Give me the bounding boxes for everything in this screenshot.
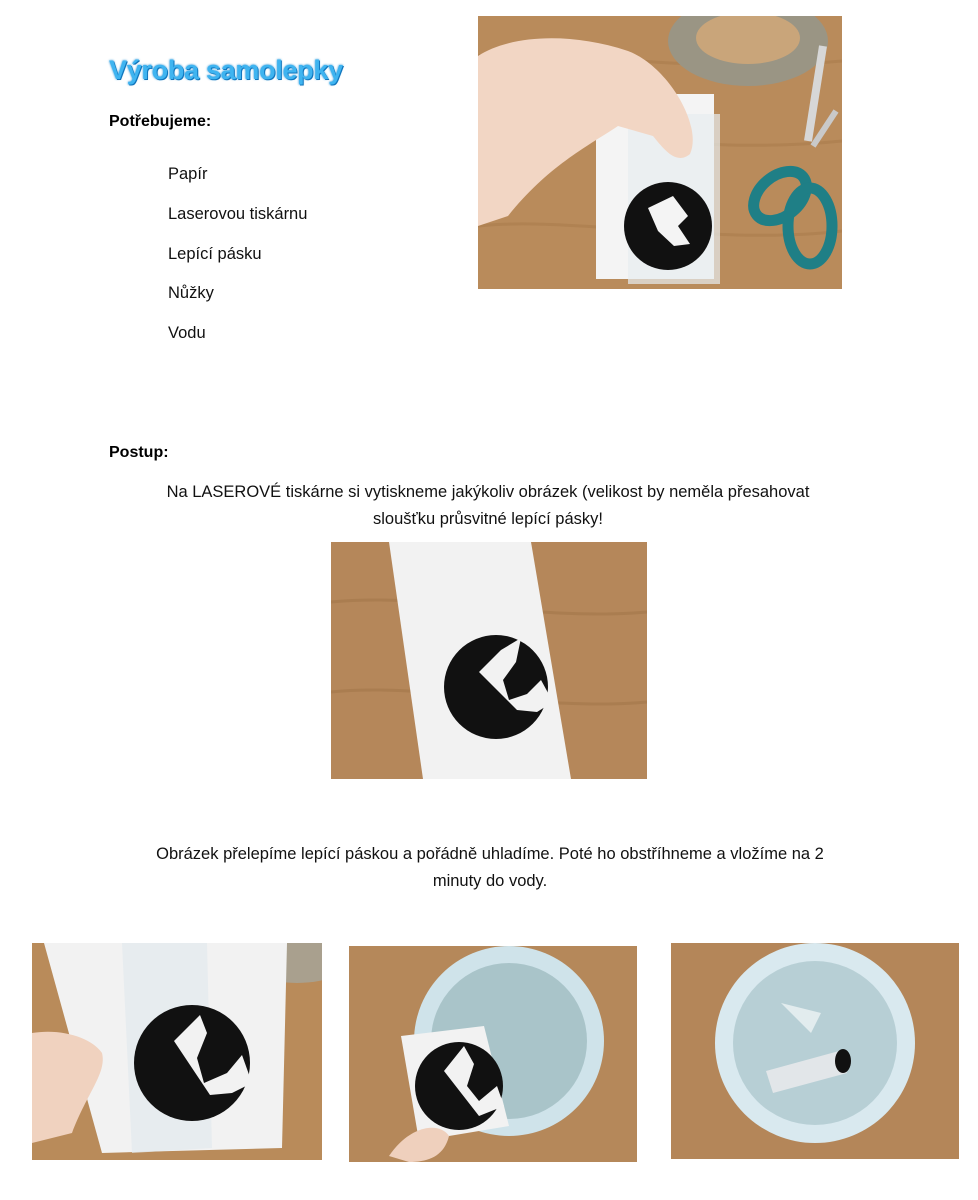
step2-line: Obrázek přelepíme lepící páskou a pořádně uhladíme. Poté ho obstříhneme a vložíme na 2 xyxy=(156,845,824,863)
photo-sticker-in-water xyxy=(671,943,959,1159)
list-item: Laserovou tiskárnu xyxy=(168,204,308,223)
list-item: Papír xyxy=(168,165,208,183)
needs-heading: Potřebujeme: xyxy=(109,113,212,130)
list-item: Nůžky xyxy=(168,284,214,303)
list-item: Lepící pásku xyxy=(168,244,262,263)
procedure-heading: Postup: xyxy=(109,444,169,461)
photo-materials xyxy=(478,16,842,289)
step2-text xyxy=(110,841,870,895)
photo-bowl-sticker xyxy=(349,946,637,1162)
list-item: Vodu xyxy=(168,324,206,343)
step2-line: minuty do vody. xyxy=(432,872,548,890)
step1-text xyxy=(110,479,866,533)
photo-taped-image xyxy=(32,943,322,1160)
page-title: Výroba samolepky xyxy=(109,55,343,85)
step1-line: sloušťku průsvitné lepící pásky! xyxy=(373,510,603,528)
step1-line: Na LASEROVÉ tiskárne si vytiskneme jakýkoliv obrázek (velikost by neměla přesahovat xyxy=(166,483,810,501)
needs-list xyxy=(168,163,307,362)
photo-printed-image xyxy=(331,542,647,779)
